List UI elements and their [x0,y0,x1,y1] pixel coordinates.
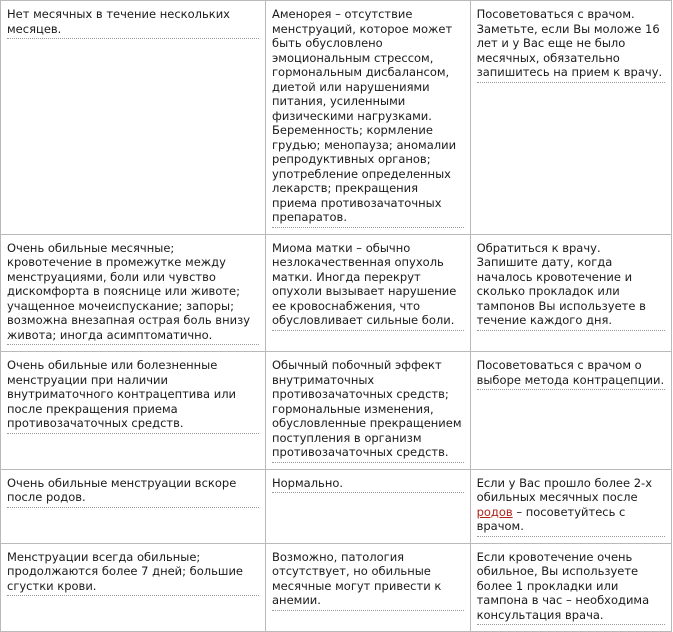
advice-text: Посоветоваться с врачом. Заметьте, если Вы моложе 16 лет и у Вас еще не было месячных, обязательно запишитесь на прием к врачу. [477,7,665,83]
symptom-cell [1,1,266,235]
advice-cell [470,1,671,235]
advice-text-before: Если у Вас прошло более 2-х обильных месячных после [476,475,652,504]
symptom-text: Очень обильные или болезненные менструации при наличии внутриматочного контрацептива или после прекращения приема противозачаточных средств. [7,358,259,434]
births-link[interactable]: родов [476,504,513,519]
cause-cell [266,352,471,470]
cause-text: Возможно, патология отсутствует, но обильные месячные могут привести к анемии. [272,550,464,611]
advice-text: Посоветоваться с врачом о выборе метода контрацепции. [477,358,665,390]
table-row [1,234,672,352]
cause-cell [266,543,471,632]
cause-cell [266,469,471,543]
cause-text: Обычный побочный эффект внутриматочных противозачаточных средств; гормональные изменения, обусловленные прекращением поступления в организм противозачаточных средств. [272,358,464,463]
advice-text: Если кровотечение очень обильное, Вы используете более 1 прокладки или тампона в час – необходима консультация врача. [477,550,665,626]
advice-text: Обратиться к врачу. Запишите дату, когда началось кровотечение и сколько прокладок или тампонов Вы используете в течение каждого дня. [477,241,665,331]
advice-cell [470,352,671,470]
symptom-cell [1,352,266,470]
cause-text: Аменорея – отсутствие менструаций, которое может быть обусловлено эмоциональным стрессом, гормональным дисбалансом, диетой или нарушениями питания, усиленными физическими нагрузками. Беременность; кормление грудью; менопауза; аномалии репродуктивных органов; употребление определенных лекарств; прекращения приема противозачаточных препаратов. [272,7,464,228]
cause-cell [266,234,471,352]
cause-cell [266,1,471,235]
symptom-cell [1,469,266,543]
advice-cell [470,234,671,352]
symptom-text: Очень обильные менструации вскоре после родов. [7,476,259,508]
table-row [1,469,672,543]
cause-text: Нормально. [272,476,464,494]
symptom-cell [1,543,266,632]
table-row [1,543,672,632]
symptom-text: Очень обильные месячные; кровотечение в промежутке между менструациями, боли или чувство дискомфорта в пояснице или животе; учащенное мочеиспускание; запоры; возможна внезапная острая боль внизу живота; иногда асимптоматично. [7,241,259,346]
advice-text [477,476,665,537]
symptom-cell [1,234,266,352]
symptom-text: Менструации всегда обильные; продолжаются более 7 дней; большие сгустки крови. [7,550,259,597]
cause-text: Миома матки – обычно незлокачественная опухоль матки. Иногда перекрут опухоли вызывает нарушение ее кровоснабжения, что обусловливает сильные боли. [272,241,464,331]
table-row [1,352,672,470]
advice-cell [470,469,671,543]
table-row [1,1,672,235]
advice-cell [470,543,671,632]
symptom-text: Нет месячных в течение нескольких месяцев. [7,7,259,39]
advice-text-after: – посоветуйтесь с врачом. [476,504,626,533]
